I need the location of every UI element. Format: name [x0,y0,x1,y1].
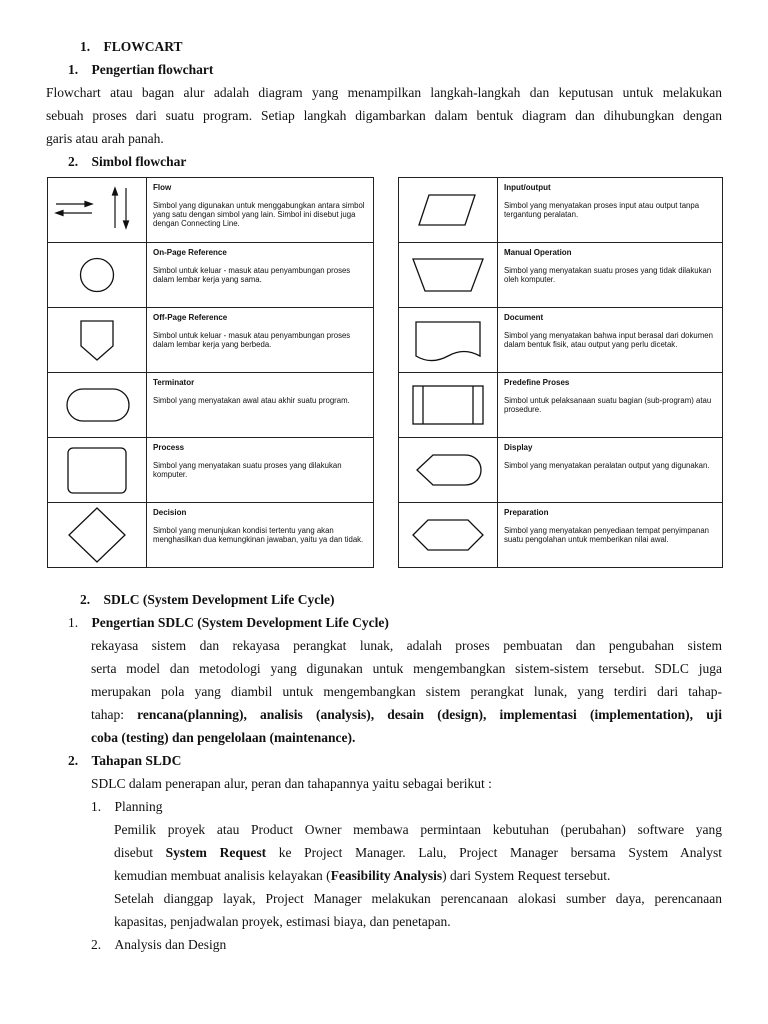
bold-text-run: Feasibility Analysis [330,868,443,883]
section-number: 2. [80,592,91,607]
symbol-description: Simbol yang menyatakan proses input atau output tanpa tergantung peralatan. [504,201,700,219]
paragraph-line: SDLC dalam penerapan alur, peran dan tahapannya yaitu sebagai berikut : [91,776,492,791]
list-item-heading [91,795,163,818]
symbol-title: Predefine Proses [504,378,570,387]
subsection-number: 1. [68,62,79,77]
symbol-description: Simbol untuk pelaksanaan suatu bagian (sub-program) atau prosedure. [504,396,712,414]
symbol-description-cell [498,373,723,438]
symbol-description: Simbol yang menyatakan peralatan output yang digunakan. [504,461,710,470]
subsection-tahapan-heading [68,749,181,772]
symbol-description-cell [147,503,374,568]
list-number: 1. [91,799,102,814]
section-2-heading [80,588,334,611]
symbol-description-cell [147,178,374,243]
pentagon-down-icon [48,308,146,373]
paragraph-line: Pemilik proyek atau Product Owner membawa permintaan kebutuhan (perubahan) software yang [114,822,722,837]
symbol-cell [48,243,147,308]
paragraph-line [91,703,722,726]
subsection-2-heading [68,150,186,173]
list-title: Planning [114,799,163,814]
list-item-heading [91,933,226,956]
symbol-description-cell [498,438,723,503]
subsection-number: 1. [68,615,79,630]
table-row [399,243,723,308]
symbol-description: Simbol yang menyatakan bahwa input berasal dari dokumen dalam bentuk fisik, atau output yang perlu dicetak. [504,331,713,349]
table-row [399,178,723,243]
subsection-1-heading [68,58,213,81]
predefined-process-icon [399,373,497,438]
symbol-title: Off-Page Reference [153,313,228,322]
paragraph-line: sebuah proses dari suatu program. Setiap langkah digambarkan dalam bentuk diagram dan dihubungkan dengan [46,108,722,123]
symbol-title: Document [504,313,544,322]
symbol-table-left [47,177,374,568]
paragraph-line: coba (testing) dan pengelolaan (maintenance). [91,730,356,745]
symbol-title: On-Page Reference [153,248,227,257]
list-title: Analysis dan Design [114,937,227,952]
symbol-cell [399,373,498,438]
trapezoid-icon [399,243,497,308]
subsection-sdlc-heading [68,611,389,634]
symbol-description-cell [498,178,723,243]
paragraph-line: garis atau arah panah. [46,131,164,146]
symbol-description: Simbol yang menunjukan kondisi tertentu yang akan menghasilkan dua kemungkinan jawaban, yaitu ya dan tidak. [153,526,364,544]
symbol-description: Simbol yang menyatakan suatu proses yang tidak dilakukan oleh komputer. [504,266,712,284]
text-run: kemudian membuat analisis kelayakan ( [114,868,331,883]
text-run: tahap: [91,707,138,722]
circle-icon [48,243,146,308]
symbol-cell [399,178,498,243]
paragraph-line: Setelah dianggap layak, Project Manager melakukan perencanaan alokasi sumber daya, perencanaan [114,891,722,906]
symbol-cell [399,438,498,503]
text-run: ) dari System Request tersebut. [442,868,611,883]
paragraph-line: kapasitas, penjadwalan proyek, estimasi biaya, dan penetapan. [114,914,451,929]
table-row [399,438,723,503]
table-row [399,503,723,568]
paragraph-line: Flowchart atau bagan alur adalah diagram yang menampilkan langkah-langkah dan keputusan untuk melakukan [46,85,722,100]
symbol-description-cell [147,243,374,308]
table-row [48,503,374,568]
paragraph-line: merupakan pola yang diambil untuk mengembangkan sistem perangkat lunak, yang terdiri dari tahap- [91,684,722,699]
paragraph-line [114,841,722,864]
table-row [48,243,374,308]
subsection-number: 2. [68,753,79,768]
symbol-cell [48,373,147,438]
display-icon [399,438,497,503]
table-row [48,373,374,438]
symbol-description-cell [498,243,723,308]
symbol-description-cell [498,503,723,568]
paragraph-line: rekayasa sistem dan rekayasa perangkat lunak, adalah proses pembuatan dan pengubahan sistem [91,638,722,653]
subsection-title: Tahapan SLDC [91,753,182,768]
symbol-description: Simbol untuk keluar - masuk atau penyambungan proses dalam lembar kerja yang sama. [153,266,351,284]
symbol-cell [399,503,498,568]
flow-arrows-icon [48,178,146,242]
table-row [48,178,374,243]
subsection-number: 2. [68,154,79,169]
subsection-title: Simbol flowchar [91,154,187,169]
symbol-title: Process [153,443,185,452]
text-run: disebut [114,845,166,860]
list-number: 2. [91,937,102,952]
symbol-title: Input/output [504,183,551,192]
hexagon-icon [399,503,497,567]
paragraph-line: serta model dan metodologi yang digunakan untuk mengembangkan sistem-sistem tersebut. SDLC juga [91,661,722,676]
paragraph-line [114,864,610,887]
symbol-description: Simbol yang menyatakan awal atau akhir suatu program. [153,396,350,405]
symbol-description: Simbol yang menyatakan penyediaan tempat penyimpanan suatu pengolahan untuk memberikan nilai awal. [504,526,710,544]
symbol-description: Simbol yang menyatakan suatu proses yang dilakukan komputer. [153,461,342,479]
section-1-heading [80,35,183,58]
symbol-title: Terminator [153,378,195,387]
table-row [48,438,374,503]
table-row [399,373,723,438]
symbol-cell [48,503,147,568]
text-run: ke Project Manager. Lalu, Project Manager bersama System Analyst [266,845,722,860]
table-row [399,308,723,373]
parallelogram-icon [399,178,497,242]
symbol-description: Simbol yang digunakan untuk menggabungkan antara simbol yang satu dengan simbol yang lain. Simbol ini disebut juga dengan Connecting Line. [153,201,365,228]
symbol-cell [399,308,498,373]
bold-text-run: System Request [165,845,267,860]
symbol-description-cell [147,308,374,373]
symbol-title: Manual Operation [504,248,572,257]
symbol-cell [48,438,147,503]
subsection-title: Pengertian flowchart [91,62,214,77]
table-row [48,308,374,373]
symbol-description-cell [147,438,374,503]
bold-text-run: rencana(planning), analisis (analysis), desain (design), implementasi (implementation), uji [137,707,722,722]
terminator-icon [48,373,146,438]
symbol-title: Decision [153,508,187,517]
section-number: 1. [80,39,91,54]
symbol-cell [48,308,147,373]
symbol-cell [48,178,147,243]
symbol-description-cell [498,308,723,373]
symbol-cell [399,243,498,308]
section-title: SDLC (System Development Life Cycle) [103,592,335,607]
section-title: FLOWCART [103,39,183,54]
document-icon [399,308,497,373]
symbol-title: Display [504,443,533,452]
process-square-icon [48,438,146,503]
symbol-description-cell [147,373,374,438]
decision-diamond-icon [48,503,146,567]
symbol-table-right [398,177,723,568]
symbol-description: Simbol untuk keluar - masuk atau penyambungan proses dalam lembar kerja yang berbeda. [153,331,351,349]
symbol-title: Flow [153,183,172,192]
subsection-title: Pengertian SDLC (System Development Life Cycle) [91,615,389,630]
symbol-title: Preparation [504,508,549,517]
